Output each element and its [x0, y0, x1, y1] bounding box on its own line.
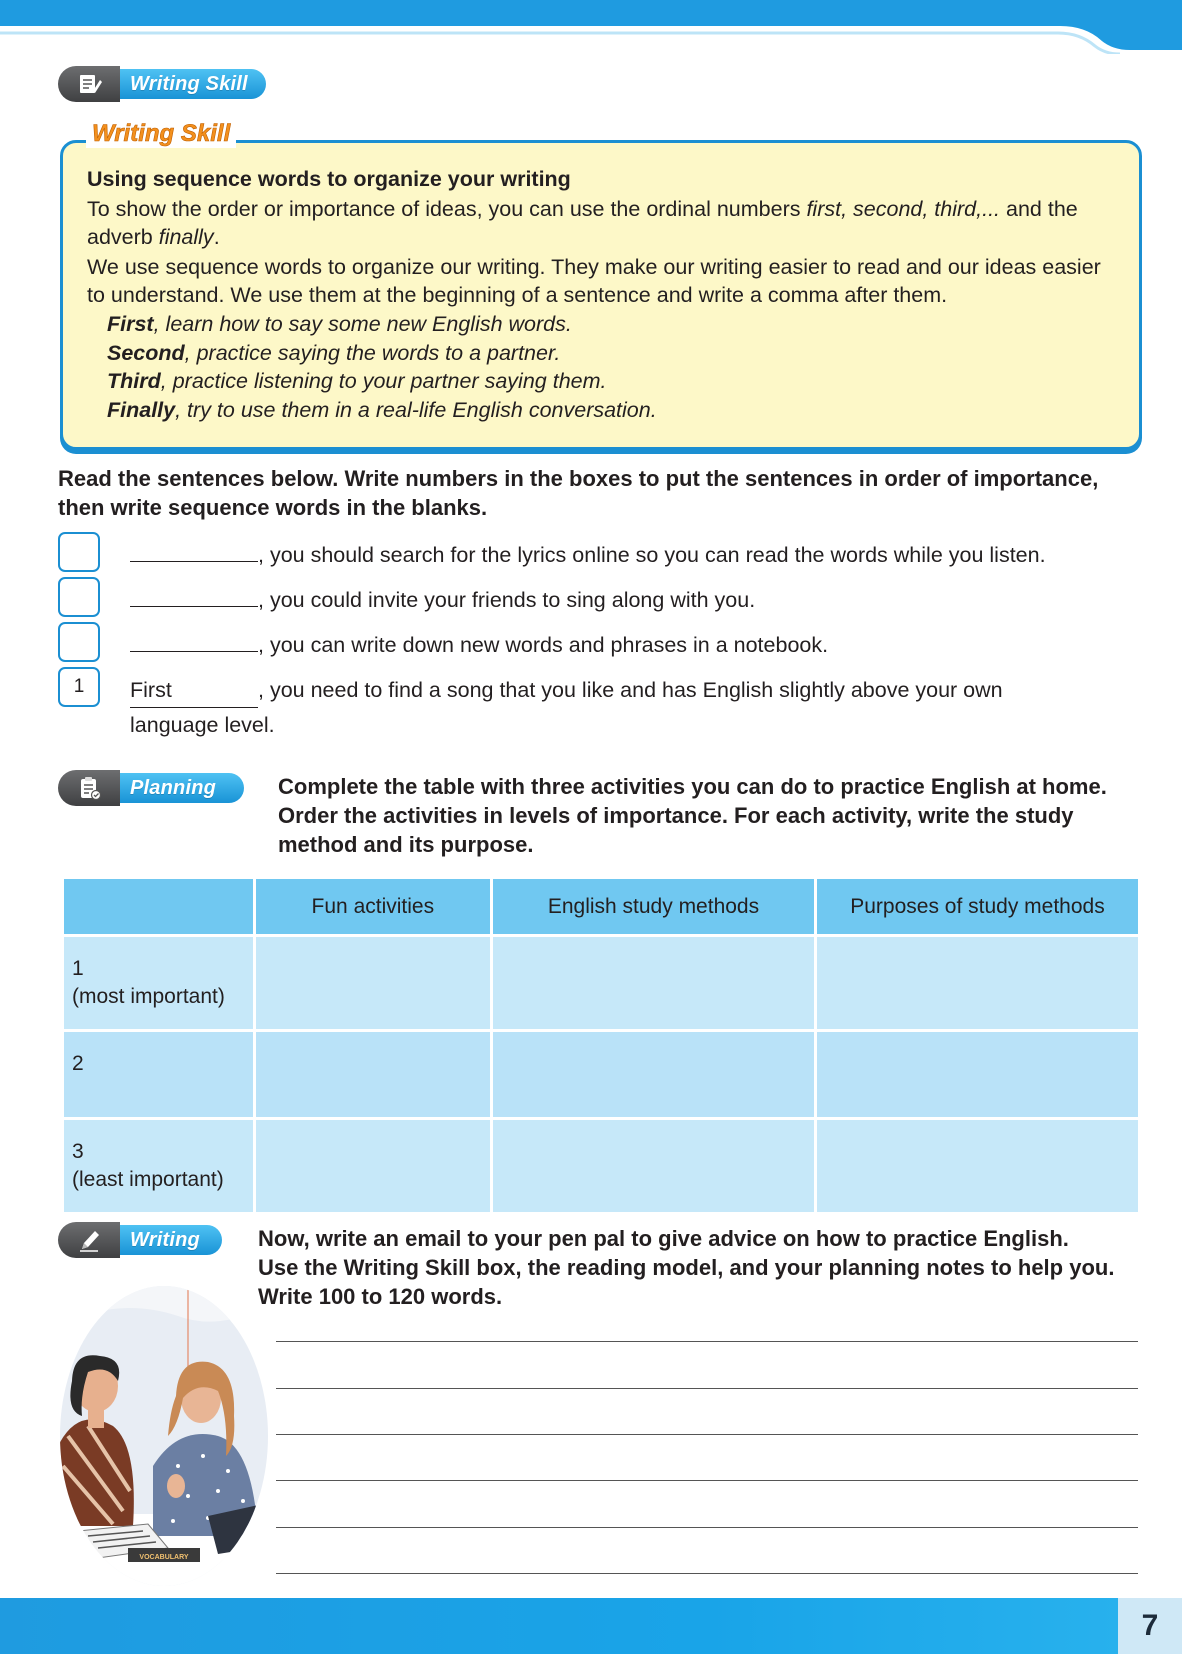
example-sentence: Third, practice listening to your partner saying them.: [107, 369, 607, 393]
order-number-box[interactable]: [58, 622, 100, 662]
order-item-text: , you could invite your friends to sing along with you.: [258, 588, 756, 612]
order-item-text: , you should search for the lyrics online so you can read the words while you listen.: [258, 543, 1046, 567]
writing-line[interactable]: [276, 1573, 1138, 1574]
students-studying-illustration: [58, 1286, 268, 1586]
book-label: VOCABULARY: [139, 1554, 189, 1561]
row-label-cell: 2: [63, 1031, 255, 1119]
table-header-cell: Purposes of study methods: [815, 878, 1139, 936]
writing-line[interactable]: [276, 1388, 1138, 1389]
order-number-box[interactable]: 1: [58, 667, 100, 707]
example-sentence: First, learn how to say some new English words.: [107, 312, 572, 336]
skill-box-paragraph-2: We use sequence words to organize our writing. They make our writing easier to read and our ideas easier to understand. We use them at the beginning of a sentence and write a comma after them.: [87, 255, 1101, 307]
exercise-instruction: Read the sentences below. Write numbers in the boxes to put the sentences in order of importance, then write sequence words in the blanks.: [58, 466, 1099, 520]
footer-band: [0, 1598, 1182, 1654]
order-item: [58, 622, 1138, 666]
purpose-cell[interactable]: [815, 936, 1139, 1031]
planning-pill-label: Planning: [114, 773, 244, 803]
writing-skill-pill-label: Writing Skill: [114, 69, 266, 99]
purpose-cell[interactable]: [815, 1119, 1139, 1214]
table-row: [63, 936, 1140, 1031]
order-number-box[interactable]: [58, 532, 100, 572]
sequence-word-blank[interactable]: [130, 585, 258, 607]
writing-section-header: [58, 1222, 222, 1258]
writing-line[interactable]: [276, 1527, 1138, 1528]
pen-icon: [58, 1222, 120, 1258]
clipboard-icon: [58, 770, 120, 806]
purpose-cell[interactable]: [815, 1031, 1139, 1119]
planning-section-header: [58, 770, 244, 806]
study-method-cell[interactable]: [492, 936, 816, 1031]
order-number-box[interactable]: [58, 577, 100, 617]
table-header-row: [63, 878, 1140, 936]
writing-line[interactable]: [276, 1434, 1138, 1435]
writing-line[interactable]: [276, 1480, 1138, 1481]
writing-pill-label: Writing: [114, 1225, 222, 1255]
fun-activity-cell[interactable]: [254, 936, 491, 1031]
example-sentence: Second, practice saying the words to a partner.: [107, 340, 561, 365]
table-header-cell: English study methods: [492, 878, 816, 936]
order-item: [58, 667, 1138, 747]
planning-instruction: Complete the table with three activities you can do to practice English at home. Order the activities in levels of importance. For each activity, write the study method and its purpose.: [278, 774, 1107, 857]
skill-box-tag: Writing Skill: [86, 120, 236, 148]
writing-skill-box: [60, 140, 1142, 450]
writing-skill-section-header: [58, 66, 266, 102]
writing-line[interactable]: [276, 1341, 1138, 1342]
study-method-cell[interactable]: [492, 1031, 816, 1119]
table-row: [63, 1119, 1140, 1214]
fun-activity-cell[interactable]: [254, 1119, 491, 1214]
order-item-text: , you need to find a song that you like and has English slightly above your own: [258, 678, 1003, 702]
skill-box-title: Using sequence words to organize your writing: [87, 167, 571, 191]
sequence-word-blank[interactable]: [130, 630, 258, 652]
study-method-cell[interactable]: [492, 1119, 816, 1214]
row-label-cell: 3 (least important): [63, 1119, 255, 1214]
page-number-box: [1118, 1598, 1182, 1654]
fun-activity-cell[interactable]: [254, 1031, 491, 1119]
order-item-text-continued: language level.: [130, 713, 275, 737]
table-header-cell: Fun activities: [254, 878, 491, 936]
planning-table: [61, 876, 1141, 1215]
page-number: 7: [1141, 1609, 1159, 1642]
table-header-cell: [63, 878, 255, 936]
example-sentence: Finally, try to use them in a real-life English conversation.: [107, 397, 657, 422]
order-item: [58, 577, 1138, 621]
notepad-icon: [58, 66, 120, 102]
order-item-text: , you can write down new words and phrases in a notebook.: [258, 633, 829, 657]
order-item: [58, 532, 1138, 576]
skill-box-paragraph-1: To show the order or importance of ideas, you can use the ordinal numbers first, second, third,... and the adverb finally.: [87, 197, 1078, 249]
writing-instruction: Now, write an email to your pen pal to give advice on how to practice English. Use the Writing Skill box, the reading model, and your planning notes to help you. Write 100 to 120 words.: [258, 1226, 1115, 1309]
table-row: [63, 1031, 1140, 1119]
sequence-word-blank[interactable]: [130, 540, 258, 562]
row-label-cell: 1 (most important): [63, 936, 255, 1031]
header-band: [0, 0, 1182, 54]
sequence-word-blank-filled[interactable]: First: [130, 673, 258, 708]
